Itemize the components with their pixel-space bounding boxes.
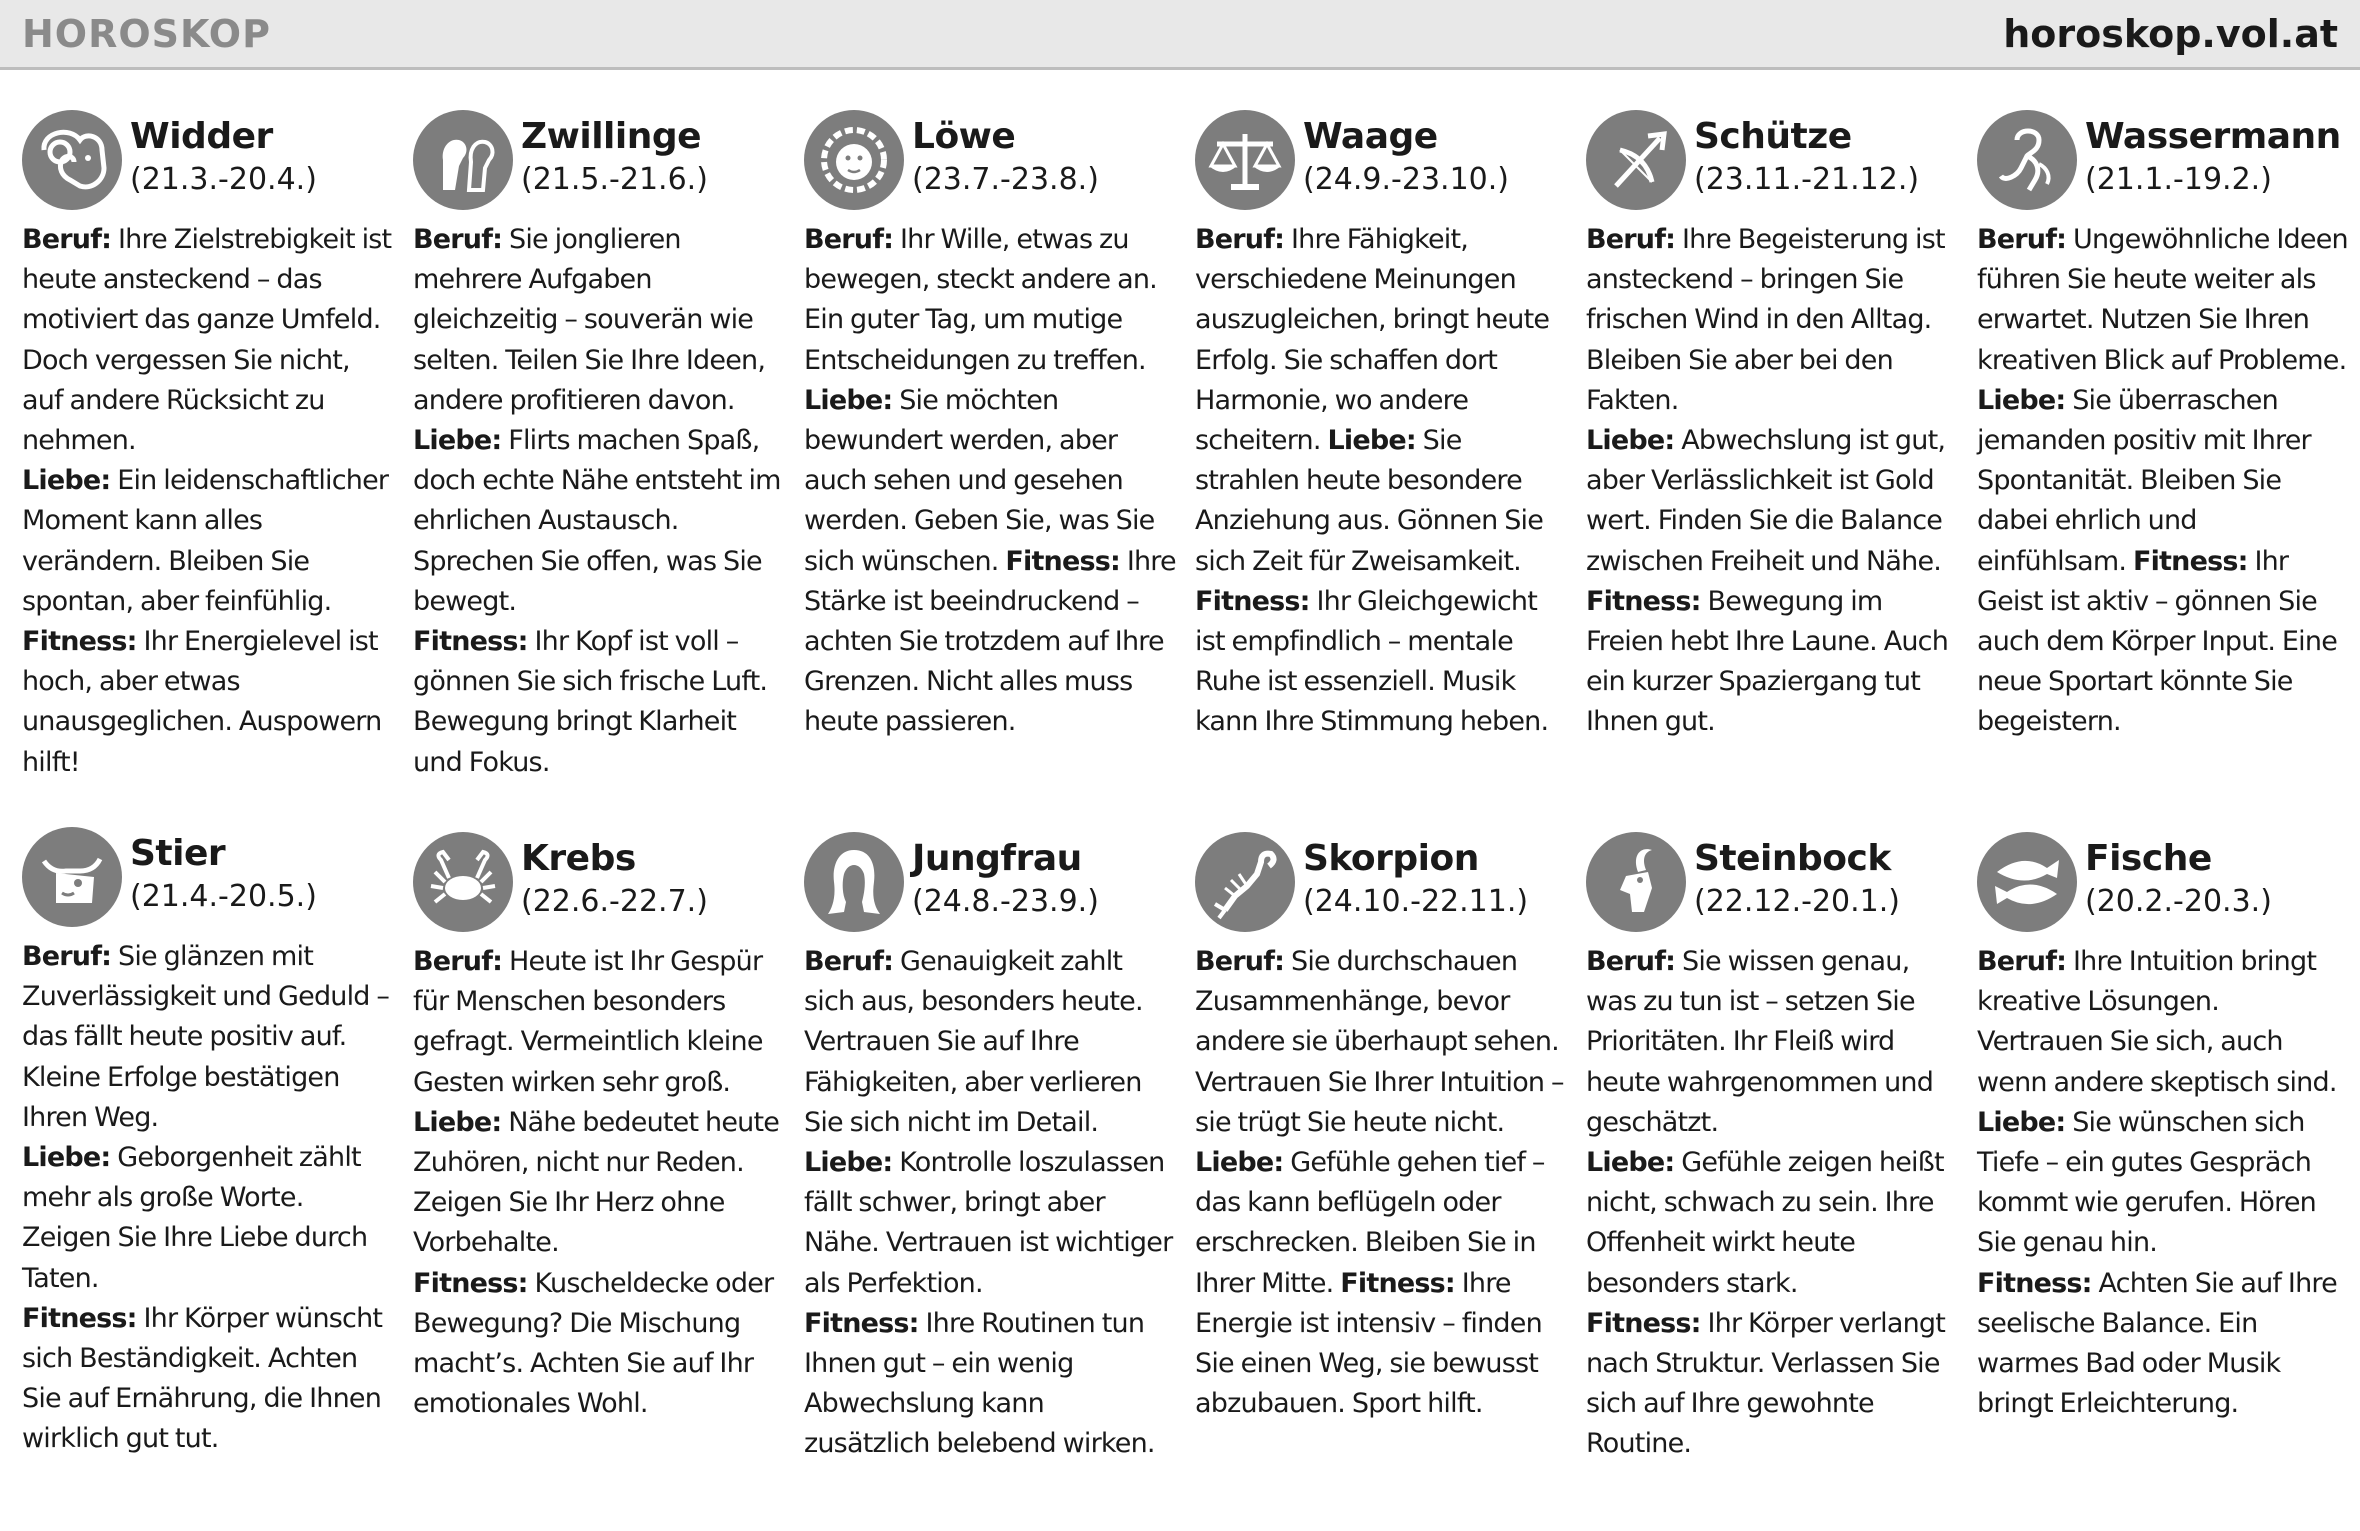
beruf-text: Ihre Zielstrebigkeit ist heute ansteckend – das motiviert das ganze Umfeld. Doch vergessen Sie nicht, auf andere Rücksicht zu nehmen. xyxy=(22,224,392,457)
fitness-label: Fitness: xyxy=(1977,1267,2092,1299)
crab-icon xyxy=(413,832,513,932)
sign-name: Wassermann xyxy=(2085,116,2341,157)
beruf-text: Ihre Intuition bringt kreative Lösungen. Vertrauen Sie sich, auch wenn andere skeptisch sind. xyxy=(1977,946,2337,1098)
fitness-label: Fitness: xyxy=(413,626,528,658)
beruf-label: Beruf: xyxy=(22,941,112,972)
liebe-text: Kontrolle loszulassen fällt schwer, bringt aber Nähe. Vertrauen ist wichtiger als Perfektion. xyxy=(804,1147,1173,1299)
beruf-label: Beruf: xyxy=(1586,224,1676,255)
fitness-text: Ihr Energielevel ist hoch, aber etwas unausgeglichen. Auspowern hilft! xyxy=(22,626,382,778)
sign-text xyxy=(1195,942,1567,1424)
beruf-text: Ihr Wille, etwas zu bewegen, steckt andere an. Ein guter Tag, um mutige Entscheidungen zu treffen. xyxy=(804,224,1157,376)
beruf-text: Sie wissen genau, was zu tun ist – setzen Sie Prioritäten. Ihr Fleiß wird heute wahrgenommen und geschätzt. xyxy=(1586,946,1934,1138)
fitness-text: Ihre Routinen tun Ihnen gut – ein wenig Abwechslung kann zusätzlich belebend wirken. xyxy=(804,1307,1155,1460)
virgin-icon xyxy=(804,832,904,932)
fitness-text: Ihr Körper verlangt nach Struktur. Verlassen Sie sich auf Ihre gewohnte Routine. xyxy=(1586,1307,1946,1460)
archer-icon xyxy=(1586,110,1686,210)
sign-date: (22.12.-20.1.) xyxy=(1694,884,1900,919)
beruf-text: Genauigkeit zahlt sich aus, besonders heute. Vertrauen Sie auf Ihre Fähigkeiten, aber verlieren Sie sich nicht im Detail. xyxy=(804,946,1143,1138)
beruf-label: Beruf: xyxy=(804,224,894,255)
liebe-text: Sie überraschen jemanden positiv mit Ihrer Spontanität. Bleiben Sie dabei ehrlich und einfühlsam. xyxy=(1977,384,2311,577)
beruf-label: Beruf: xyxy=(1977,946,2067,977)
fitness-label: Fitness: xyxy=(804,1307,919,1339)
liebe-label: Liebe: xyxy=(1586,1147,1675,1179)
liebe-text: Abwechslung ist gut, aber Verlässlichkeit ist Gold wert. Finden Sie die Balance zwischen Freiheit und Nähe. xyxy=(1586,425,1946,577)
fitness-text: Bewegung im Freien hebt Ihre Laune. Auch ein kurzer Spaziergang tut Ihnen gut. xyxy=(1586,585,1949,738)
beruf-label: Beruf: xyxy=(804,946,894,977)
sign-text xyxy=(413,942,785,1424)
fitness-label: Fitness: xyxy=(1586,1307,1701,1339)
sign-name: Zwillinge xyxy=(521,116,702,157)
liebe-label: Liebe: xyxy=(413,1106,502,1138)
header-bar xyxy=(0,0,2360,70)
beruf-text: Sie durchschauen Zusammenhänge, bevor andere sie überhaupt sehen. Vertrauen Sie Ihrer Intuition – sie trügt Sie heute nicht. xyxy=(1195,946,1564,1138)
liebe-label: Liebe: xyxy=(804,1147,893,1179)
sign-name: Löwe xyxy=(912,116,1016,157)
liebe-text: Sie wünschen sich Tiefe – ein gutes Gespräch kommt wie gerufen. Hören Sie genau hin. xyxy=(1977,1106,2316,1259)
sign-text xyxy=(22,937,394,1460)
sign-text xyxy=(22,220,394,783)
liebe-text: Sie möchten bewundert werden, aber auch sehen und gesehen werden. Geben Sie, was Sie sich wünschen. xyxy=(804,384,1155,577)
fitness-label: Fitness: xyxy=(1586,585,1701,617)
beruf-label: Beruf: xyxy=(1977,224,2067,255)
site-url: horoskop.vol.at xyxy=(2003,12,2338,56)
beruf-label: Beruf: xyxy=(1195,224,1285,255)
fitness-text: Ihr Geist ist aktiv – gönnen Sie auch dem Körper Input. Eine neue Sportart könnte Sie begeistern. xyxy=(1977,545,2338,738)
fitness-label: Fitness: xyxy=(2132,545,2248,577)
sign-name: Steinbock xyxy=(1694,838,1891,879)
scorpion-icon xyxy=(1195,832,1295,932)
sign-date: (21.4.-20.5.) xyxy=(130,879,317,914)
beruf-label: Beruf: xyxy=(22,224,112,255)
beruf-text: Sie glänzen mit Zuverlässigkeit und Geduld – das fällt heute positiv auf. Kleine Erfolge bestätigen Ihren Weg. xyxy=(22,941,390,1133)
fitness-text: Ihr Kopf ist voll – gönnen Sie sich frische Luft. Bewegung bringt Klarheit und Fokus. xyxy=(413,626,768,778)
sign-name: Schütze xyxy=(1694,116,1852,157)
sign-text xyxy=(804,942,1176,1465)
sign-name: Jungfrau xyxy=(912,838,1082,879)
sign-date: (23.7.-23.8.) xyxy=(912,162,1099,197)
liebe-label: Liebe: xyxy=(1195,1147,1284,1179)
fitness-text: Achten Sie auf Ihre seelische Balance. Ein warmes Bad oder Musik bringt Erleichterung. xyxy=(1977,1267,2337,1420)
fitness-label: Fitness: xyxy=(413,1267,528,1299)
liebe-label: Liebe: xyxy=(22,465,111,497)
ibex-icon xyxy=(1586,832,1686,932)
sign-name: Krebs xyxy=(521,838,636,879)
beruf-text: Heute ist Ihr Gespür für Menschen besonders gefragt. Vermeintlich kleine Gesten wirken sehr groß. xyxy=(413,946,763,1098)
sign-jungfrau xyxy=(804,832,1176,1465)
fitness-text: Ihr Körper wünscht sich Beständigkeit. Achten Sie auf Ernährung, die Ihnen wirklich gut tut. xyxy=(22,1302,383,1455)
sign-text xyxy=(1977,942,2349,1424)
liebe-text: Gefühle gehen tief – das kann beflügeln oder erschrecken. Bleiben Sie in Ihrer Mitte. xyxy=(1195,1147,1545,1299)
liebe-label: Liebe: xyxy=(804,384,893,416)
sign-date: (24.8.-23.9.) xyxy=(912,884,1099,919)
beruf-text: Ihre Begeisterung ist ansteckend – bringen Sie frischen Wind in den Alltag. Bleiben Sie aber bei den Fakten. xyxy=(1586,224,1945,416)
beruf-label: Beruf: xyxy=(413,224,503,255)
fitness-text: Ihr Gleichgewicht ist empfindlich – mentale Ruhe ist essenziell. Musik kann Ihre Stimmung heben. xyxy=(1195,585,1549,738)
liebe-label: Liebe: xyxy=(1586,425,1675,457)
sign-date: (20.2.-20.3.) xyxy=(2085,884,2272,919)
sign-krebs xyxy=(413,832,785,1424)
sign-name: Widder xyxy=(130,116,273,157)
liebe-text: Nähe bedeutet heute Zuhören, nicht nur Reden. Zeigen Sie Ihr Herz ohne Vorbehalte. xyxy=(413,1106,780,1259)
liebe-label: Liebe: xyxy=(1977,384,2066,416)
beruf-label: Beruf: xyxy=(1586,946,1676,977)
liebe-text: Sie strahlen heute besondere Anziehung aus. Gönnen Sie sich Zeit für Zweisamkeit. xyxy=(1195,425,1544,577)
fitness-label: Fitness: xyxy=(1195,585,1310,617)
lion-icon xyxy=(804,110,904,210)
liebe-text: Flirts machen Spaß, doch echte Nähe entsteht im ehrlichen Austausch. Sprechen Sie offen, was Sie bewegt. xyxy=(413,425,781,617)
sign-date: (21.1.-19.2.) xyxy=(2085,162,2272,197)
sign-text xyxy=(1977,220,2349,743)
liebe-text: Ein leidenschaftlicher Moment kann alles verändern. Bleiben Sie spontan, aber feinfühlig. xyxy=(22,465,389,617)
sign-date: (23.11.-21.12.) xyxy=(1694,162,1920,197)
liebe-label: Liebe: xyxy=(1977,1106,2066,1138)
sign-name: Fische xyxy=(2085,838,2212,879)
sign-wassermann xyxy=(1977,110,2349,743)
fitness-label: Fitness: xyxy=(1340,1267,1455,1299)
sign-waage xyxy=(1195,110,1567,743)
fitness-label: Fitness: xyxy=(22,1302,137,1334)
fitness-label: Fitness: xyxy=(1005,545,1121,577)
sign-text xyxy=(1586,220,1958,743)
sign-stier xyxy=(22,827,394,1460)
sign-text xyxy=(1195,220,1567,743)
sign-date: (21.3.-20.4.) xyxy=(130,162,317,197)
sign-skorpion xyxy=(1195,832,1567,1424)
liebe-label: Liebe: xyxy=(413,425,502,457)
scales-icon xyxy=(1195,110,1295,210)
sign-zwillinge xyxy=(413,110,785,783)
sign-widder xyxy=(22,110,394,783)
signs-grid xyxy=(0,70,2360,1531)
fitness-text: Ihre Energie ist intensiv – finden Sie einen Weg, sie bewusst abzubauen. Sport hilft. xyxy=(1195,1267,1542,1420)
ram-icon xyxy=(22,110,122,210)
page-title: HOROSKOP xyxy=(22,12,271,56)
fitness-label: Fitness: xyxy=(22,626,137,658)
sign-text xyxy=(1586,942,1958,1465)
sign-date: (21.5.-21.6.) xyxy=(521,162,708,197)
fitness-text: Kuscheldecke oder Bewegung? Die Mischung macht’s. Achten Sie auf Ihr emotionales Wohl. xyxy=(413,1267,774,1420)
sign-fische xyxy=(1977,832,2349,1424)
liebe-text: Geborgenheit zählt mehr als große Worte. Zeigen Sie Ihre Liebe durch Taten. xyxy=(22,1142,368,1294)
water-bearer-icon xyxy=(1977,110,2077,210)
sign-name: Skorpion xyxy=(1303,838,1479,879)
liebe-label: Liebe: xyxy=(22,1142,111,1174)
sign-date: (24.9.-23.10.) xyxy=(1303,162,1509,197)
liebe-text: Gefühle zeigen heißt nicht, schwach zu sein. Ihre Offenheit wirkt heute besonders stark. xyxy=(1586,1147,1944,1299)
beruf-label: Beruf: xyxy=(413,946,503,977)
fitness-text: Ihre Stärke ist beeindruckend – achten Sie trotzdem auf Ihre Grenzen. Nicht alles muss heute passieren. xyxy=(804,545,1176,738)
beruf-label: Beruf: xyxy=(1195,946,1285,977)
sign-text xyxy=(413,220,785,783)
sign-date: (24.10.-22.11.) xyxy=(1303,884,1529,919)
sign-name: Waage xyxy=(1303,116,1438,157)
sign-schuetze xyxy=(1586,110,1958,743)
sign-date: (22.6.-22.7.) xyxy=(521,884,708,919)
beruf-text: Sie jonglieren mehrere Aufgaben gleichzeitig – souverän wie selten. Teilen Sie Ihre Ideen, andere profitieren davon. xyxy=(413,224,766,416)
sign-name: Stier xyxy=(130,833,226,874)
liebe-label: Liebe: xyxy=(1327,425,1416,457)
twins-icon xyxy=(413,110,513,210)
bull-icon xyxy=(22,827,122,927)
beruf-text: Ihre Fähigkeit, verschiedene Meinungen auszugleichen, bringt heute Erfolg. Sie schaffen dort Harmonie, wo andere scheitern. xyxy=(1195,224,1550,457)
sign-steinbock xyxy=(1586,832,1958,1465)
sign-text xyxy=(804,220,1176,743)
sign-loewe xyxy=(804,110,1176,743)
beruf-text: Ungewöhnliche Ideen führen Sie heute weiter als erwartet. Nutzen Sie Ihren kreativen Blick auf Probleme. xyxy=(1977,224,2348,376)
fish-icon xyxy=(1977,832,2077,932)
